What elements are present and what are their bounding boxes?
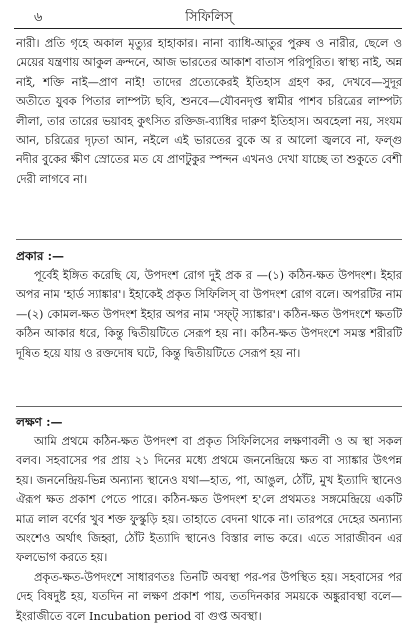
symptoms-paragraph: প্রকৃত-ক্ষত-উপদংশে সাধারণতঃ তিনটি অবস্থা পর-পর উপস্থিত হয়। সহবাসের পর দেহ বিষদুষ্ট হয়, যতদিন না লক্ষণ প্রকাশ পায়, ততদিনকার সময়কে অঙ্কুরাবস্থা বলে—ইংরাজীতে বলে Incubation period বা গুপ্ত অবস্থা। [16, 570, 402, 623]
header-rule [14, 28, 402, 29]
types-paragraph: পূর্বেই ইঙ্গিত করেছি যে, উপদংশ রোগ দুই প্রক র —(১) কঠিন-ক্ষত উপদংশ। ইহার অপর নাম 'হার্ড স্যাঙ্কার'। ইহাকেই প্রকৃত সিফিলিস্ বা উপদংশ রোগ বলে। অপরটির নাম—(২) কোমল-ক্ষত উপদংশ ইহার অপর নাম 'সফ্‌ট্‌ স্যাঙ্কার'। কঠিন-ক্ষত উপদংশে ক্ষতটি কঠিন আকার ধরে, কিন্তু দ্বিতীয়টিতে সেরূপ হয় না। কঠিন-ক্ষত উপদংশে সমস্ত শরীরটি দূষিত হয়ে যায় ও রক্তদোষ ঘটে, কিন্তু দ্বিতীয়টিতে সেরূপ হয় না। [16, 269, 402, 360]
symptoms-paragraph: আমি প্রথমে কঠিন-ক্ষত উপদংশ বা প্রকৃত সিফিলিসের লক্ষণাবলী ও অ স্থা সকল বলব। সহবাসের পর প্রায় ২১ দিনের মধ্যে প্রথমে জননেন্দ্রিয়ে ক্ষত বা স্যাঙ্কার উৎপন্ন হয়। জননেন্দ্রিয়-ভিন্ন অন্যান্য স্থানেও যথা—হাত, পা, আঙুল, ঠোঁট, মুখ ইত্যাদি স্থানেও ঐরূপ ক্ষত প্রকাশ পেতে পারে। কঠিন-ক্ষত উপদংশ হ'লে প্রথমতঃ সঙ্গমেন্দ্রিয়ে একটি মাত্র লাল বর্ণের খুব শক্ত ফুস্কুড়ি হয়। তাহাতে বেদনা থাকে না। তারপরে দেহের অন্যান্য অংশেও অর্থাৎ জিহ্বা, ঠোঁট ইত্যাদি স্থানেও বিস্তার লাভ করে। এতে সারাজীবন এর ফলভোগ করতে হয়। [16, 435, 402, 565]
section-divider [16, 406, 402, 407]
section-divider [16, 239, 402, 240]
intro-paragraph: নারী। প্রতি গৃহে অকাল মৃত্যুর হাহাকার। নানা ব্যাধি-আতুর পুরুষ ও নারীর, ছেলে ও মেয়ের যন্ত্রণায় আকুল ক্রন্দনে, আজ ভারতের আকাশ বাতাস পরিপূরিত। স্বাস্থ্য নাই, অন্ন নাই, শক্তি নাই—প্রাণ নাই! তাদের প্রত্যেকেরই ইতিহাস গ্রহণ কর, দেখবে—সুদূর অতীতে যুবক পিতার লাম্পট্য ছবি, শুনবে—যৌবনদৃপ্ত স্বামীর পাশব চরিত্রের লাম্পট্য লীলা, তার তারের ভয়াবহ কুৎসিত রক্তিজ-ব্যাধির দারুণ ইতিহাস। অবহেলা নয়, সংযম আন, চরিত্রের দৃঢ়তা আন, নইলে এই ভারতের বুকে অ র আলো জ্বলবে না, ফল্গু নদীর বুকের ক্ষীণ স্রোতের মত যে প্রাণটুকুর স্পন্দন এখনও দেখা যাচ্ছে তা শুকুতে বেশী দেরী লাগবে না। [16, 37, 402, 186]
symptoms-heading: লক্ষণ :— [16, 415, 63, 429]
types-heading: প্রকার :— [16, 249, 65, 263]
types-section [16, 246, 402, 363]
page-header [16, 6, 402, 28]
symptoms-section [16, 412, 402, 626]
intro-section [16, 34, 402, 189]
running-title: সিফিলিস্‌ [185, 10, 233, 25]
page-number: ৬ [34, 10, 43, 25]
